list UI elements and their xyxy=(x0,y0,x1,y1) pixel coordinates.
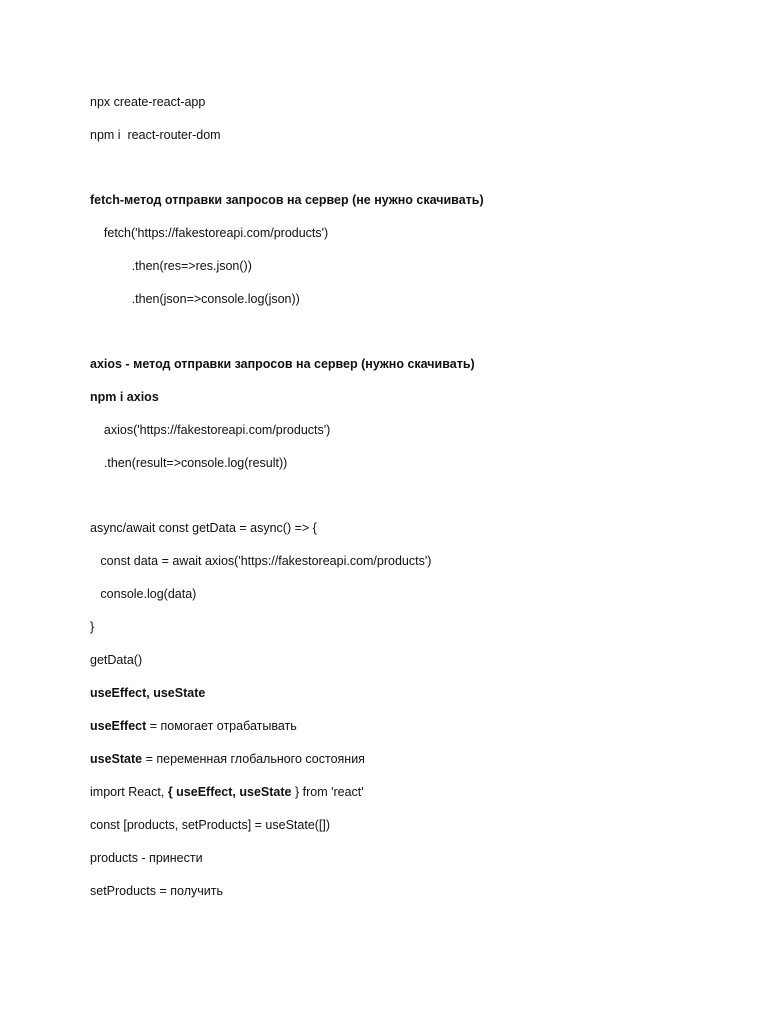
heading-fetch: fetch-метод отправки запросов на сервер (не нужно скачивать) xyxy=(90,193,484,207)
heading-axios: axios - метод отправки запросов на сервер (нужно скачивать) xyxy=(90,357,475,371)
line-usestate-definition xyxy=(90,751,365,767)
code-await-axios: const data = await axios('https://fakestoreapi.com/products') xyxy=(90,554,432,568)
usestate-description: = переменная глобального состояния xyxy=(142,752,365,766)
code-async-getdata: async/await const getData = async() => { xyxy=(90,521,317,535)
line-setproducts-note: setProducts = получить xyxy=(90,884,223,898)
code-fetch-call: fetch('https://fakestoreapi.com/products') xyxy=(90,226,329,240)
term-usestate: useState xyxy=(90,752,143,766)
code-then-console: .then(json=>console.log(json)) xyxy=(90,292,300,306)
code-console-data: console.log(data) xyxy=(90,587,197,601)
code-then-json: .then(res=>res.json()) xyxy=(90,259,252,273)
import-suffix: } from 'react' xyxy=(291,785,364,799)
import-hooks: { useEffect, useState xyxy=(167,785,292,799)
heading-hooks: useEffect, useState xyxy=(90,686,206,700)
code-getdata-call: getData() xyxy=(90,653,143,667)
code-axios-then: .then(result=>console.log(result)) xyxy=(90,456,288,470)
line-npm-router: npm i react-router-dom xyxy=(90,128,221,142)
code-usestate-products: const [products, setProducts] = useState([]) xyxy=(90,818,331,832)
code-closing-brace: } xyxy=(90,620,95,634)
line-useeffect-definition xyxy=(90,718,297,734)
code-axios-call: axios('https://fakestoreapi.com/products') xyxy=(90,423,331,437)
line-products-note: products - принести xyxy=(90,851,203,865)
line-npx-create-react-app: npx create-react-app xyxy=(90,95,206,109)
useeffect-description: = помогает отрабатывать xyxy=(146,719,297,733)
term-useeffect: useEffect xyxy=(90,719,147,733)
line-npm-axios: npm i axios xyxy=(90,390,159,404)
import-prefix: import React, xyxy=(90,785,168,799)
code-import-react xyxy=(90,784,364,800)
